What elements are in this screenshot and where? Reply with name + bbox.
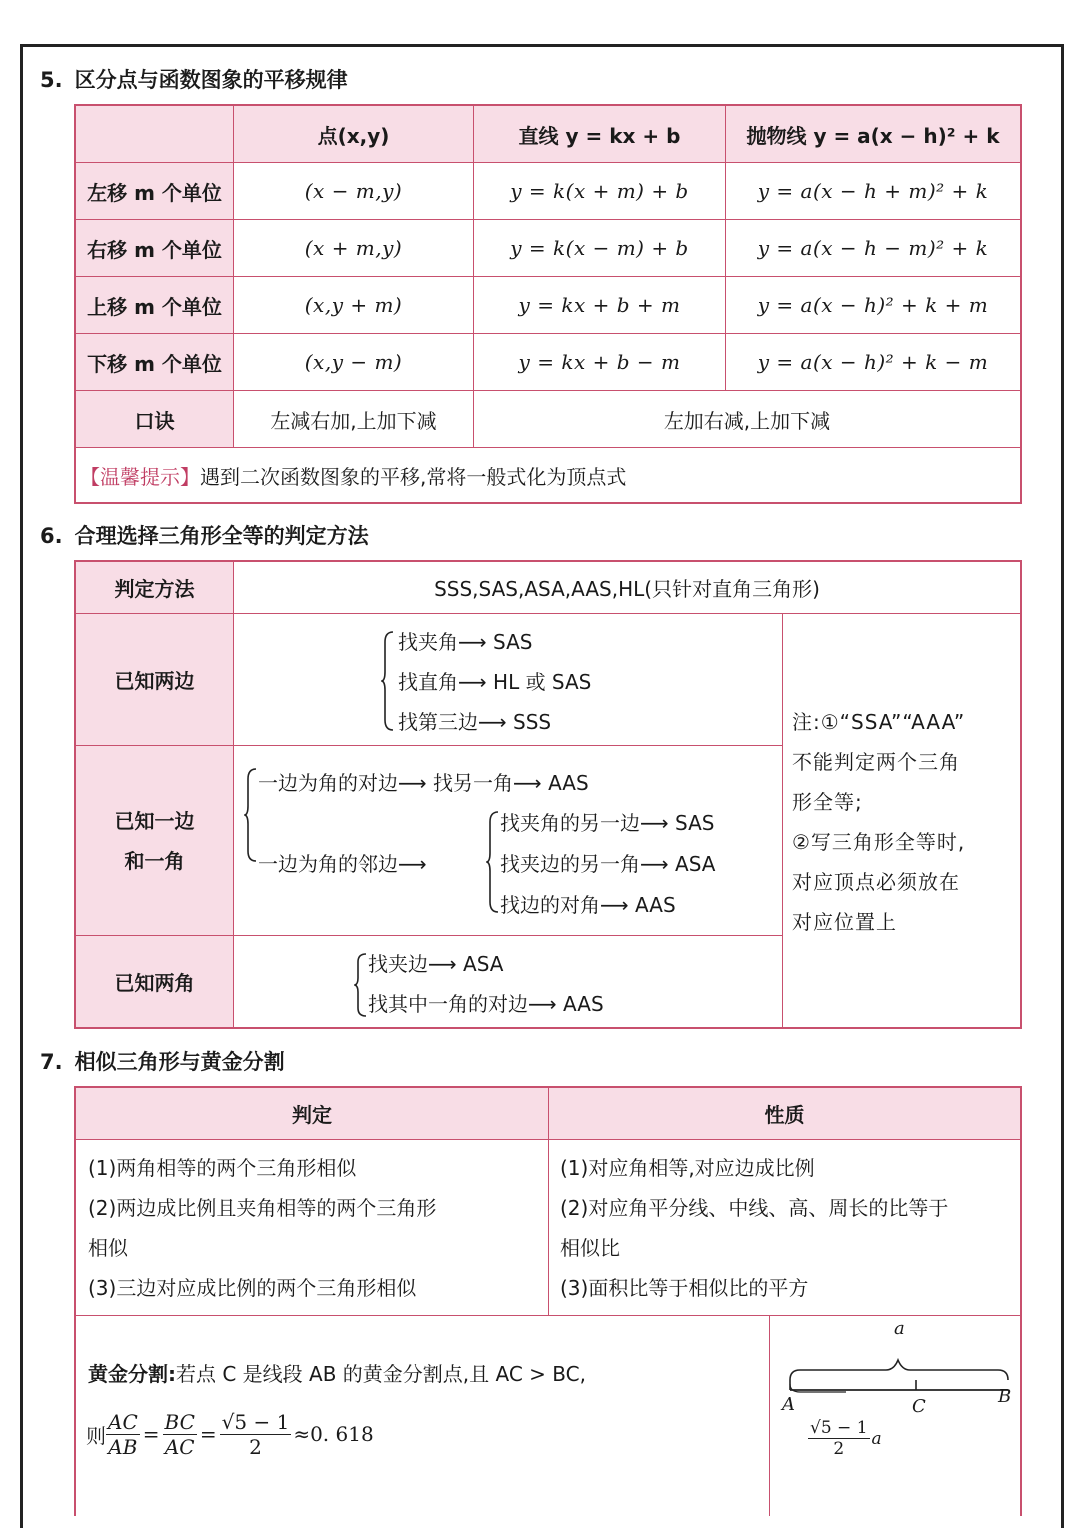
- diagram-label-B: B: [998, 1386, 1012, 1407]
- mnemonic-point: 左减右加,上加下减: [234, 391, 474, 448]
- two-sides-option-3: 找第三边⟶ SSS: [398, 710, 552, 734]
- brace-side-angle: [244, 767, 258, 863]
- tip-text: 遇到二次函数图象的平移,常将一般式化为顶点式: [200, 464, 627, 489]
- diagram-label-C: C: [912, 1396, 926, 1417]
- diagram-label-A: A: [782, 1394, 795, 1415]
- cell-parabola-right: y = a(x − h − m)² + k: [726, 220, 1020, 277]
- golden-then: 则: [86, 1423, 106, 1448]
- header-line: 直线 y = kx + b: [474, 106, 726, 163]
- method-value: SSS,SAS,ASA,AAS,HL(只针对直角三角形): [234, 562, 1020, 614]
- brace-two-angles: [354, 952, 368, 1018]
- judge-header: 判定: [76, 1088, 549, 1140]
- arrow-icon: ⟶: [600, 893, 629, 917]
- brace-two-sides: [381, 630, 395, 732]
- two-angles-option-2: 找其中一角的对边⟶ AAS: [368, 992, 604, 1016]
- golden-statement: [88, 1358, 586, 1387]
- section-number: 6.: [40, 524, 63, 548]
- mnemonic-function: 左加右减,上加下减: [474, 391, 1020, 448]
- cell-line-up: y = kx + b + m: [474, 277, 726, 334]
- fraction-bc-ac: $\frac{BC}{AC}$: [164, 1409, 195, 1459]
- header-parabola: 抛物线 y = a(x − h)² + k: [726, 106, 1020, 163]
- arrow-icon: ⟶: [640, 811, 669, 835]
- arrow-icon: ⟶: [398, 852, 427, 876]
- two-sides-label: 已知两边: [76, 614, 234, 746]
- arrow-icon: ⟶: [428, 952, 457, 976]
- arrow-icon: ⟶: [458, 630, 487, 654]
- cell-line-down: y = kx + b − m: [474, 334, 726, 391]
- row-label-down: 下移 m 个单位: [76, 334, 234, 391]
- two-sides-option-1: 找夹角⟶ SAS: [398, 630, 533, 654]
- judge-list: (1)两角相等的两个三角形相似 (2)两边成比例且夹角相等的两个三角形 相似 (3)三边对应成比例的两个三角形相似: [88, 1156, 437, 1300]
- cell-line-right: y = k(x − m) + b: [474, 220, 726, 277]
- section-title-text: 区分点与函数图象的平移规律: [74, 68, 348, 92]
- arrow-icon: ⟶: [398, 771, 427, 795]
- similarity-table: [74, 1086, 1022, 1516]
- row-label-up: 上移 m 个单位: [76, 277, 234, 334]
- arrow-icon: ⟶: [513, 771, 542, 795]
- fraction-ac-ab: $\frac{AC}{AB}$: [108, 1409, 138, 1459]
- property-header: 性质: [549, 1088, 1020, 1140]
- cell-parabola-up: y = a(x − h)² + k + m: [726, 277, 1020, 334]
- side-opposite-row: 一边为角的对边⟶ 找另一角⟶ AAS: [258, 771, 589, 795]
- header-corner: [76, 106, 234, 163]
- arrow-icon: ⟶: [478, 710, 507, 734]
- cell-line-left: y = k(x + m) + b: [474, 163, 726, 220]
- golden-label: 黄金分割:: [88, 1362, 176, 1386]
- cell-parabola-left: y = a(x − h + m)² + k: [726, 163, 1020, 220]
- cell-point-left: (x − m,y): [234, 163, 474, 220]
- section-title-text: 合理选择三角形全等的判定方法: [74, 524, 369, 548]
- side-adjacent-row: 一边为角的邻边⟶: [258, 852, 427, 876]
- section-number: 7.: [40, 1050, 63, 1074]
- section-6-title: [40, 520, 369, 550]
- golden-approx: ≈0. 618: [293, 1422, 374, 1446]
- cell-point-up: (x,y + m): [234, 277, 474, 334]
- brace-adjacent-options: [486, 810, 500, 914]
- golden-text: 若点 C 是线段 AB 的黄金分割点,且 AC > BC,: [176, 1362, 586, 1386]
- section-number: 5.: [40, 68, 63, 92]
- two-angles-option-1: 找夹边⟶ ASA: [368, 952, 504, 976]
- property-list: (1)对应角相等,对应边成比例 (2)对应角平分线、中线、高、周长的比等于 相似比 (3)面积比等于相似比的平方: [560, 1156, 949, 1300]
- brace-ac: [790, 1380, 916, 1390]
- golden-formula: 则 $\frac{AC}{AB}$ = $\frac{BC}{AC}$ = $\frac{√5 - 1}{2}$ ≈0. 618: [86, 1409, 374, 1459]
- section-title-text: 相似三角形与黄金分割: [74, 1050, 285, 1074]
- cell-point-down: (x,y − m): [234, 334, 474, 391]
- arrow-icon: ⟶: [528, 992, 557, 1016]
- tip-row: [76, 448, 1020, 502]
- diagram-label-a: a: [894, 1318, 905, 1339]
- header-point: 点(x,y): [234, 106, 474, 163]
- section-5-title: [40, 64, 348, 94]
- section-7-title: [40, 1046, 285, 1076]
- tip-label: 【温馨提示】: [80, 464, 200, 489]
- cell-parabola-down: y = a(x − h)² + k − m: [726, 334, 1020, 391]
- arrow-icon: ⟶: [640, 852, 669, 876]
- two-sides-option-2: 找直角⟶ HL 或 SAS: [398, 670, 592, 694]
- diagram-ac-length: √5 − 1 2 a: [810, 1418, 882, 1459]
- adjacent-option-2: 找夹边的另一角⟶ ASA: [500, 852, 716, 876]
- translation-table: [74, 104, 1022, 504]
- arrow-icon: ⟶: [458, 670, 487, 694]
- row-label-left: 左移 m 个单位: [76, 163, 234, 220]
- two-angles-label: 已知两角: [76, 936, 234, 1027]
- congruence-note: 注:①“SSA”“AAA” 不能判定两个三角 形全等; ②写三角形全等时, 对应顶点必须放在 对应位置上: [792, 710, 966, 934]
- cell-point-right: (x + m,y): [234, 220, 474, 277]
- method-label: 判定方法: [76, 562, 234, 614]
- congruence-table: [74, 560, 1022, 1029]
- adjacent-option-3: 找边的对角⟶ AAS: [500, 893, 676, 917]
- fraction-golden-ratio: $\frac{√5 - 1}{2}$: [221, 1409, 290, 1459]
- brace-top: [790, 1360, 1008, 1380]
- mnemonic-label: 口诀: [76, 391, 234, 448]
- adjacent-option-1: 找夹角的另一边⟶ SAS: [500, 811, 715, 835]
- row-label-right: 右移 m 个单位: [76, 220, 234, 277]
- side-angle-label: 已知一边 和一角: [76, 746, 234, 936]
